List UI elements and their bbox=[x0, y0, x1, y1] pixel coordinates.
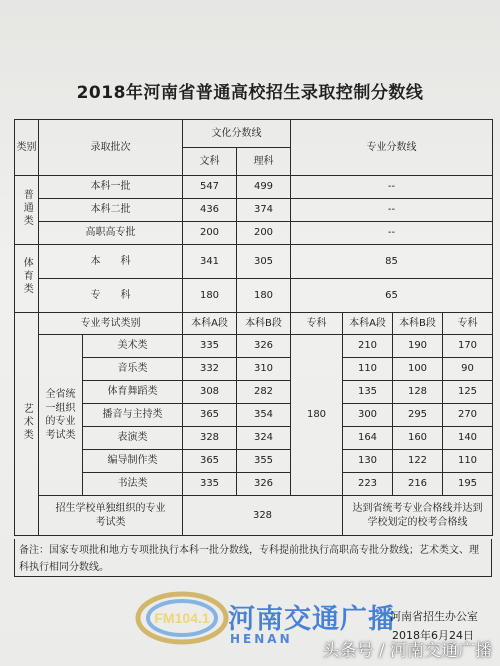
art-header-major-b: 本科B段 bbox=[393, 313, 443, 335]
art-header-major-a: 本科A段 bbox=[343, 313, 393, 335]
art-major-b: 160 bbox=[393, 427, 443, 450]
art-score-a: 335 bbox=[183, 473, 237, 496]
major-score: -- bbox=[291, 176, 493, 199]
art-header-major-zk: 专科 bbox=[443, 313, 493, 335]
art-major-zk: 170 bbox=[443, 335, 493, 358]
header-batch: 录取批次 bbox=[39, 120, 183, 176]
station-name-en: HENAN bbox=[230, 632, 293, 646]
art-header-zk: 专科 bbox=[291, 313, 343, 335]
issuing-office: 河南省招生办公室 bbox=[390, 610, 478, 623]
art-major-b: 216 bbox=[393, 473, 443, 496]
art-type-name: 美术类 bbox=[83, 335, 183, 358]
art-major-a: 130 bbox=[343, 450, 393, 473]
like-score: 200 bbox=[237, 222, 291, 245]
batch-label: 高职高专批 bbox=[39, 222, 183, 245]
art-score-a: 335 bbox=[183, 335, 237, 358]
art-score-a: 328 bbox=[183, 427, 237, 450]
art-major-a: 300 bbox=[343, 404, 393, 427]
school-exam-major: 达到省统考专业合格线并达到学校划定的校考合格线 bbox=[343, 496, 493, 536]
art-score-a: 365 bbox=[183, 450, 237, 473]
art-score-b: 326 bbox=[237, 473, 291, 496]
header-culture-score: 文化分数线 bbox=[183, 120, 291, 148]
art-score-b: 326 bbox=[237, 335, 291, 358]
header-category: 类别 bbox=[15, 120, 39, 176]
batch-label: 专 科 bbox=[39, 279, 183, 313]
footnote: 备注：国家专项批和地方专项批执行本科一批分数线，专科提前批执行高职高专批分数线；艺术类文、理科执行相同分数线。 bbox=[14, 539, 492, 577]
art-type-name: 书法类 bbox=[83, 473, 183, 496]
like-score: 180 bbox=[237, 279, 291, 313]
station-name: 河南交通广播 bbox=[228, 604, 396, 635]
art-major-b: 100 bbox=[393, 358, 443, 381]
svg-text:FM104.1: FM104.1 bbox=[154, 610, 210, 626]
art-score-b: 310 bbox=[237, 358, 291, 381]
major-score: 65 bbox=[291, 279, 493, 313]
art-header-b: 本科B段 bbox=[237, 313, 291, 335]
art-major-a: 223 bbox=[343, 473, 393, 496]
art-score-a: 308 bbox=[183, 381, 237, 404]
school-exam-label: 招生学校单独组织的专业考试类 bbox=[39, 496, 183, 536]
art-score-a: 332 bbox=[183, 358, 237, 381]
wenke-score: 200 bbox=[183, 222, 237, 245]
like-score: 499 bbox=[237, 176, 291, 199]
art-type-name: 音乐类 bbox=[83, 358, 183, 381]
art-major-b: 128 bbox=[393, 381, 443, 404]
art-score-b: 354 bbox=[237, 404, 291, 427]
art-major-a: 210 bbox=[343, 335, 393, 358]
art-header-type: 专业考试类别 bbox=[39, 313, 183, 335]
art-major-a: 135 bbox=[343, 381, 393, 404]
art-major-zk: 195 bbox=[443, 473, 493, 496]
header-major-score: 专业分数线 bbox=[291, 120, 493, 176]
like-score: 374 bbox=[237, 199, 291, 222]
art-major-a: 110 bbox=[343, 358, 393, 381]
art-major-zk: 110 bbox=[443, 450, 493, 473]
art-major-b: 295 bbox=[393, 404, 443, 427]
school-exam-score: 328 bbox=[183, 496, 343, 536]
art-score-a: 365 bbox=[183, 404, 237, 427]
major-score: -- bbox=[291, 199, 493, 222]
batch-label: 本科一批 bbox=[39, 176, 183, 199]
art-major-zk: 140 bbox=[443, 427, 493, 450]
art-score-b: 324 bbox=[237, 427, 291, 450]
major-score: 85 bbox=[291, 245, 493, 279]
wenke-score: 180 bbox=[183, 279, 237, 313]
batch-label: 本 科 bbox=[39, 245, 183, 279]
batch-label: 本科二批 bbox=[39, 199, 183, 222]
art-type-name: 体育舞蹈类 bbox=[83, 381, 183, 404]
group-tiyu: 体育类 bbox=[15, 245, 39, 313]
art-score-b: 282 bbox=[237, 381, 291, 404]
wenke-score: 547 bbox=[183, 176, 237, 199]
issue-date: 2018年6月24日 bbox=[392, 629, 474, 642]
art-major-b: 122 bbox=[393, 450, 443, 473]
art-type-name: 播音与主持类 bbox=[83, 404, 183, 427]
group-putong: 普通类 bbox=[15, 176, 39, 245]
art-score-b: 355 bbox=[237, 450, 291, 473]
art-type-name: 表演类 bbox=[83, 427, 183, 450]
station-logo bbox=[132, 588, 232, 646]
art-major-zk: 90 bbox=[443, 358, 493, 381]
like-score: 305 bbox=[237, 245, 291, 279]
header-wenke: 文科 bbox=[183, 148, 237, 176]
art-header-a: 本科A段 bbox=[183, 313, 237, 335]
watermark: 头条号 / 河南交通广播 bbox=[322, 641, 492, 661]
header-like: 理科 bbox=[237, 148, 291, 176]
group-yishu: 艺术类 bbox=[15, 313, 39, 536]
art-type-name: 编导制作类 bbox=[83, 450, 183, 473]
art-major-a: 164 bbox=[343, 427, 393, 450]
wenke-score: 436 bbox=[183, 199, 237, 222]
art-major-zk: 125 bbox=[443, 381, 493, 404]
art-major-b: 190 bbox=[393, 335, 443, 358]
document-title: 2018年河南省普通高校招生录取控制分数线 bbox=[76, 83, 424, 103]
score-table bbox=[14, 119, 493, 536]
art-group-label: 全省统一组织的专业考试类 bbox=[39, 335, 83, 496]
art-major-zk: 270 bbox=[443, 404, 493, 427]
art-score-zk: 180 bbox=[291, 335, 343, 496]
wenke-score: 341 bbox=[183, 245, 237, 279]
major-score: -- bbox=[291, 222, 493, 245]
